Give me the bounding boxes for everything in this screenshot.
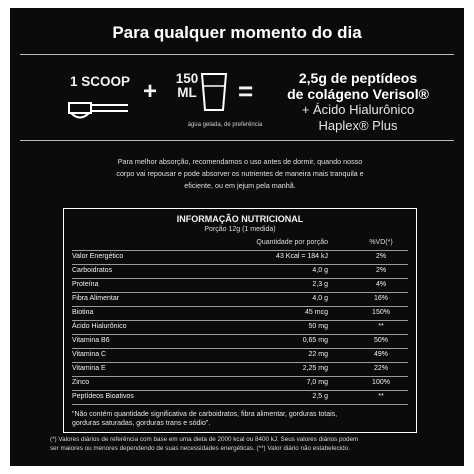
row-name: Valor Energético [72, 253, 124, 260]
row-name: Carboidratos [72, 267, 113, 274]
plus-sign: + [143, 78, 158, 105]
scoop-icon [68, 100, 128, 127]
row-vd: 2% [375, 253, 387, 260]
paragraph-line-3: eficiente, ou em jejum pela manhã. [184, 181, 296, 190]
table-row [72, 349, 408, 363]
row-vd: ** [378, 393, 384, 400]
row-name: Ácido Hialurônico [72, 323, 127, 330]
row-vd: 2% [375, 267, 387, 274]
table-row [72, 335, 408, 349]
paragraph-line-1: Para melhor absorção, recomendamos o uso antes de dormir, quando nosso [117, 157, 363, 166]
row-qty: 2,3 g [312, 281, 328, 288]
reference-note [50, 436, 444, 453]
row-name: Biotina [72, 309, 94, 316]
row-qty: 0,65 mg [302, 337, 328, 344]
nutrition-table [63, 208, 417, 433]
table-row [72, 251, 408, 265]
row-vd: 50% [373, 337, 388, 344]
row-vd: ** [378, 323, 384, 330]
paragraph-line-2: corpo vai repousar e pode absorver os nutrientes de maneira mais tranquila e [116, 169, 364, 178]
divider-top [20, 54, 454, 55]
row-qty: 4,0 g [312, 267, 328, 274]
table-row [72, 279, 408, 293]
row-vd: 150% [372, 309, 390, 316]
info-card [10, 8, 464, 466]
table-footnote [72, 410, 408, 428]
row-name: Vitamina C [72, 351, 107, 358]
water-note: água gelada, de preferência [187, 122, 263, 128]
table-row [72, 265, 408, 279]
row-vd: 22% [373, 365, 388, 372]
row-name: Proteína [72, 281, 99, 288]
glass-icon [200, 72, 228, 117]
table-header-row [72, 237, 408, 251]
table-footnote-line-1: "Não contém quantidade significativa de carboidratos, fibra alimentar, gorduras totais, [72, 411, 338, 418]
row-vd: 16% [373, 295, 388, 302]
row-qty: 7,0 mg [306, 379, 328, 386]
result-line-4: Haplex® Plus [318, 118, 398, 133]
result-line-2: de colágeno Verisol® [287, 86, 429, 102]
row-qty: 4,0 g [312, 295, 328, 302]
table-subtitle: Porção 12g (1 medida) [204, 226, 276, 233]
table-title: INFORMAÇÃO NUTRICIONAL [176, 214, 304, 224]
equals-sign: = [238, 76, 254, 106]
result-line-3: + Ácido Hialurônico [301, 102, 415, 117]
header-vd: %VD(*) [369, 239, 393, 246]
row-name: Peptídeos Bioativos [72, 393, 134, 400]
row-qty: 45 mcg [305, 309, 328, 316]
row-qty: 22 mg [308, 351, 328, 358]
table-row [72, 293, 408, 307]
row-name: Zinco [72, 379, 90, 386]
header-qty: Quantidade por porção [256, 239, 328, 246]
table-row [72, 391, 408, 405]
reference-note-line-1: (*) Valores diários de referência com base em uma dieta de 2000 kcal ou 8400 kJ. Seus valores diários podem [50, 436, 359, 443]
result-text [258, 70, 458, 134]
row-qty: 43 Kcal = 184 kJ [276, 253, 328, 260]
table-row [72, 377, 408, 391]
row-qty: 50 mg [308, 323, 328, 330]
table-footnote-line-2: gorduras saturadas, gorduras trans e sódio". [72, 420, 211, 427]
row-qty: 2,5 g [312, 393, 328, 400]
table-row [72, 321, 408, 335]
reference-note-line-2: ser maiores ou menores dependendo de suas necessidades energéticas. (**) Valor diário não estabelecido. [50, 444, 350, 452]
table-row [72, 307, 408, 321]
result-line-1: 2,5g de peptídeos [298, 70, 418, 86]
usage-paragraph [70, 156, 410, 192]
ml-unit: ML [177, 85, 197, 100]
table-row [72, 363, 408, 377]
row-name: Vitamina B6 [72, 337, 110, 344]
row-vd: 4% [375, 281, 387, 288]
row-qty: 2,25 mg [302, 365, 328, 372]
divider-middle [20, 140, 454, 141]
ml-amount: 150 [175, 71, 199, 86]
page-title: Para qualquer momento do dia [112, 23, 362, 42]
scoop-label: 1 SCOOP [69, 74, 131, 89]
row-vd: 49% [373, 351, 388, 358]
row-name: Fibra Alimentar [72, 295, 120, 302]
row-name: Vitamina E [72, 365, 106, 372]
row-vd: 100% [372, 379, 390, 386]
